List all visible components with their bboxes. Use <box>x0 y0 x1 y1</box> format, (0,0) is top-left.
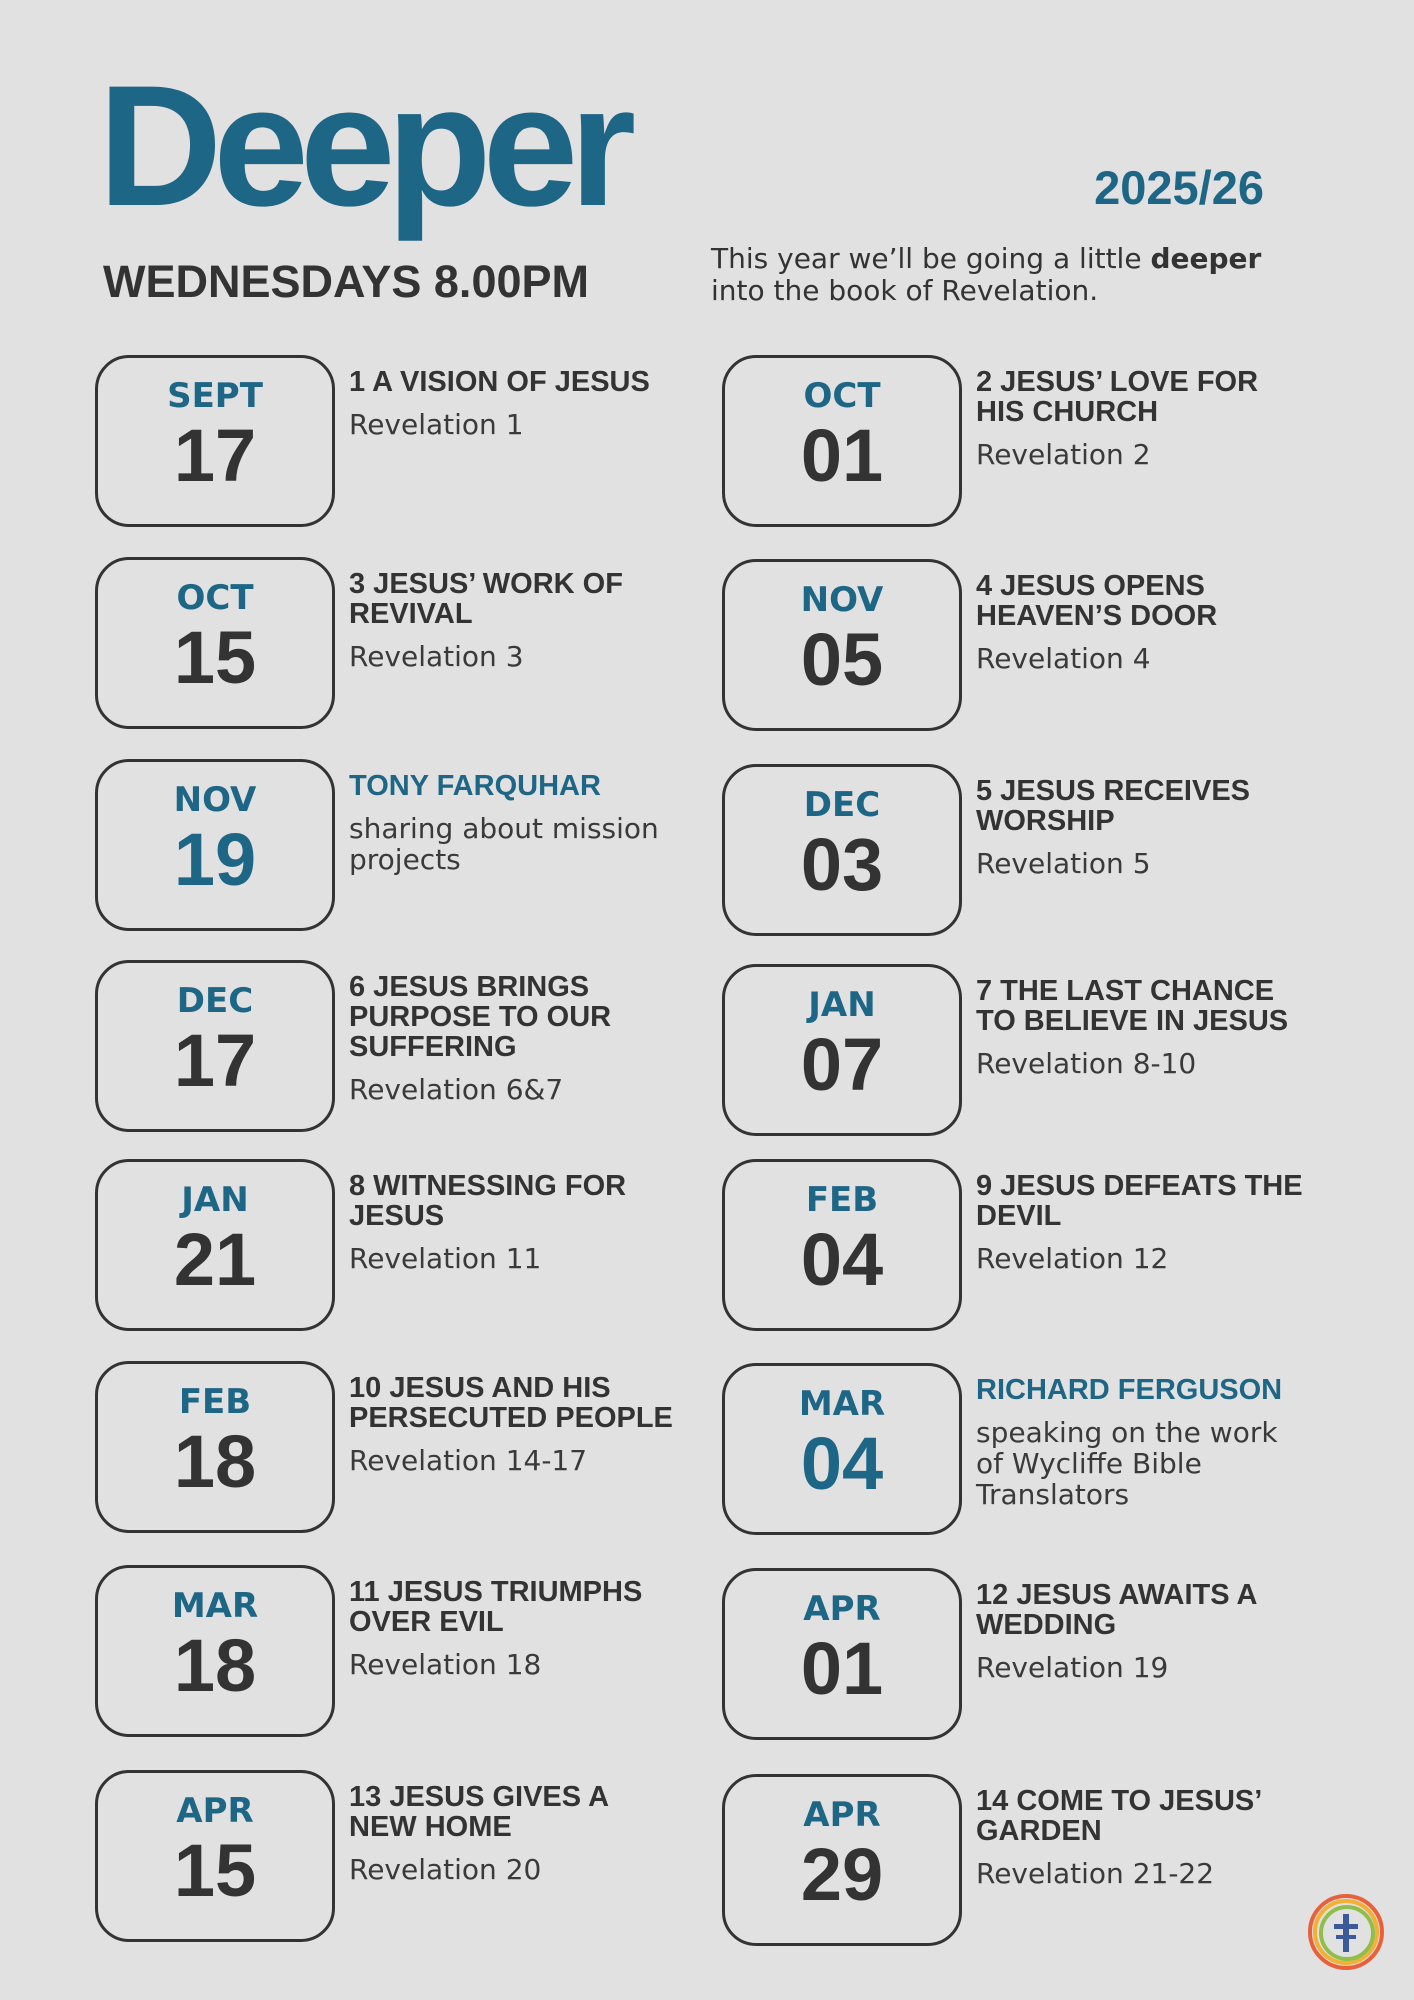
session-passage: Revelation 20 <box>349 1853 542 1886</box>
session-passage: Revelation 6&7 <box>349 1073 564 1106</box>
meeting-time: WEDNESDAYS 8.00PM <box>103 256 589 307</box>
intro-text-emphasis: deeper <box>1150 242 1262 275</box>
date-badge <box>95 1565 335 1737</box>
session-title: 12 JESUS AWAITS A WEDDING <box>976 1579 1257 1641</box>
session-title: 10 JESUS AND HIS PERSECUTED PEOPLE <box>349 1372 673 1434</box>
session-month: NOV <box>173 780 257 820</box>
session-day: 18 <box>173 1624 257 1707</box>
guest-speaker-name: TONY FARQUHAR <box>349 770 601 802</box>
date-badge <box>95 1159 335 1331</box>
intro-text-start: This year we’ll be going a little <box>711 242 1151 275</box>
date-badge <box>722 964 962 1136</box>
session-month: FEB <box>178 1382 252 1422</box>
session-passage: Revelation 1 <box>349 408 524 441</box>
session-passage: Revelation 19 <box>976 1651 1169 1684</box>
session-title: 1 A VISION OF JESUS <box>349 366 650 398</box>
session-title: 6 JESUS BRINGS PURPOSE TO OUR SUFFERING <box>349 971 612 1063</box>
session-title: 9 JESUS DEFEATS THE DEVIL <box>976 1170 1303 1232</box>
session-passage: Revelation 14-17 <box>349 1444 588 1477</box>
session-day: 15 <box>173 1829 257 1912</box>
session-day: 07 <box>800 1023 884 1106</box>
session-info <box>349 1171 679 1274</box>
session-info <box>976 1580 1306 1683</box>
session-month: MAR <box>171 1586 259 1626</box>
session-month: APR <box>176 1791 254 1831</box>
session-info <box>976 1786 1306 1889</box>
session-info <box>976 1171 1306 1274</box>
session-info <box>349 367 679 440</box>
date-badge <box>95 960 335 1132</box>
page-title: Deeper <box>98 50 628 242</box>
session-title: 14 COME TO JESUS’ GARDEN <box>976 1785 1261 1847</box>
session-title: 5 JESUS RECEIVES WORSHIP <box>976 775 1250 837</box>
session-month: MAR <box>798 1384 886 1424</box>
session-info <box>349 1577 679 1680</box>
session-day: 29 <box>800 1833 884 1916</box>
session-month: DEC <box>176 981 254 1021</box>
session-passage: Revelation 8-10 <box>976 1047 1197 1080</box>
date-badge <box>95 355 335 527</box>
date-badge <box>95 1361 335 1533</box>
session-day: 01 <box>800 414 884 497</box>
date-badge <box>722 559 962 731</box>
session-passage: Revelation 4 <box>976 642 1151 675</box>
session-month: DEC <box>803 785 881 825</box>
session-title: 13 JESUS GIVES A NEW HOME <box>349 1781 608 1843</box>
session-day: 01 <box>800 1627 884 1710</box>
date-badge <box>722 355 962 527</box>
date-badge <box>95 759 335 931</box>
date-badge <box>95 1770 335 1942</box>
session-info <box>976 776 1306 879</box>
session-month: JAN <box>808 985 876 1025</box>
date-badge <box>722 1363 962 1535</box>
session-title: 3 JESUS’ WORK OF REVIVAL <box>349 568 623 630</box>
session-info <box>976 976 1306 1079</box>
session-day: 04 <box>800 1422 884 1505</box>
date-badge <box>722 1159 962 1331</box>
session-passage: Revelation 11 <box>349 1242 542 1275</box>
intro-text <box>711 243 1311 307</box>
church-cross-logo-icon <box>1306 1892 1386 1972</box>
session-passage: Revelation 12 <box>976 1242 1169 1275</box>
session-info <box>349 1782 679 1885</box>
session-month: OCT <box>176 578 254 618</box>
session-title: 8 WITNESSING FOR JESUS <box>349 1170 627 1232</box>
guest-topic: speaking on the work of Wycliffe Bible Translators <box>976 1416 1278 1511</box>
session-passage: Revelation 3 <box>349 640 524 673</box>
session-passage: Revelation 5 <box>976 847 1151 880</box>
session-info <box>349 1373 679 1476</box>
date-badge <box>722 1568 962 1740</box>
session-month: APR <box>803 1589 881 1629</box>
session-passage: Revelation 21-22 <box>976 1857 1215 1890</box>
session-info <box>349 569 679 672</box>
intro-text-end: into the book of Revelation. <box>711 274 1099 307</box>
session-day: 03 <box>800 823 884 906</box>
session-month: JAN <box>181 1180 249 1220</box>
session-passage: Revelation 2 <box>976 438 1151 471</box>
season-year: 2025/26 <box>1094 161 1264 214</box>
session-info <box>976 367 1306 470</box>
session-passage: Revelation 18 <box>349 1648 542 1681</box>
session-info <box>349 771 679 875</box>
session-title: 7 THE LAST CHANCE TO BELIEVE IN JESUS <box>976 975 1289 1037</box>
session-day: 21 <box>173 1218 257 1301</box>
session-day: 17 <box>173 414 257 497</box>
session-month: APR <box>803 1795 881 1835</box>
guest-topic: sharing about mission projects <box>349 812 659 876</box>
session-day: 19 <box>173 818 257 901</box>
date-badge <box>722 1774 962 1946</box>
date-badge <box>95 557 335 729</box>
session-day: 17 <box>173 1019 257 1102</box>
guest-speaker-name: RICHARD FERGUSON <box>976 1374 1283 1406</box>
session-month: FEB <box>805 1180 879 1220</box>
session-day: 15 <box>173 616 257 699</box>
session-month: NOV <box>800 580 884 620</box>
session-day: 18 <box>173 1420 257 1503</box>
session-info <box>976 571 1306 674</box>
session-title: 11 JESUS TRIUMPHS OVER EVIL <box>349 1576 643 1638</box>
session-day: 05 <box>800 618 884 701</box>
session-month: OCT <box>803 376 881 416</box>
session-info <box>976 1375 1306 1510</box>
session-info <box>349 972 679 1105</box>
session-day: 04 <box>800 1218 884 1301</box>
session-month: SEPT <box>167 376 263 416</box>
session-title: 4 JESUS OPENS HEAVEN’S DOOR <box>976 570 1218 632</box>
session-title: 2 JESUS’ LOVE FOR HIS CHURCH <box>976 366 1259 428</box>
date-badge <box>722 764 962 936</box>
